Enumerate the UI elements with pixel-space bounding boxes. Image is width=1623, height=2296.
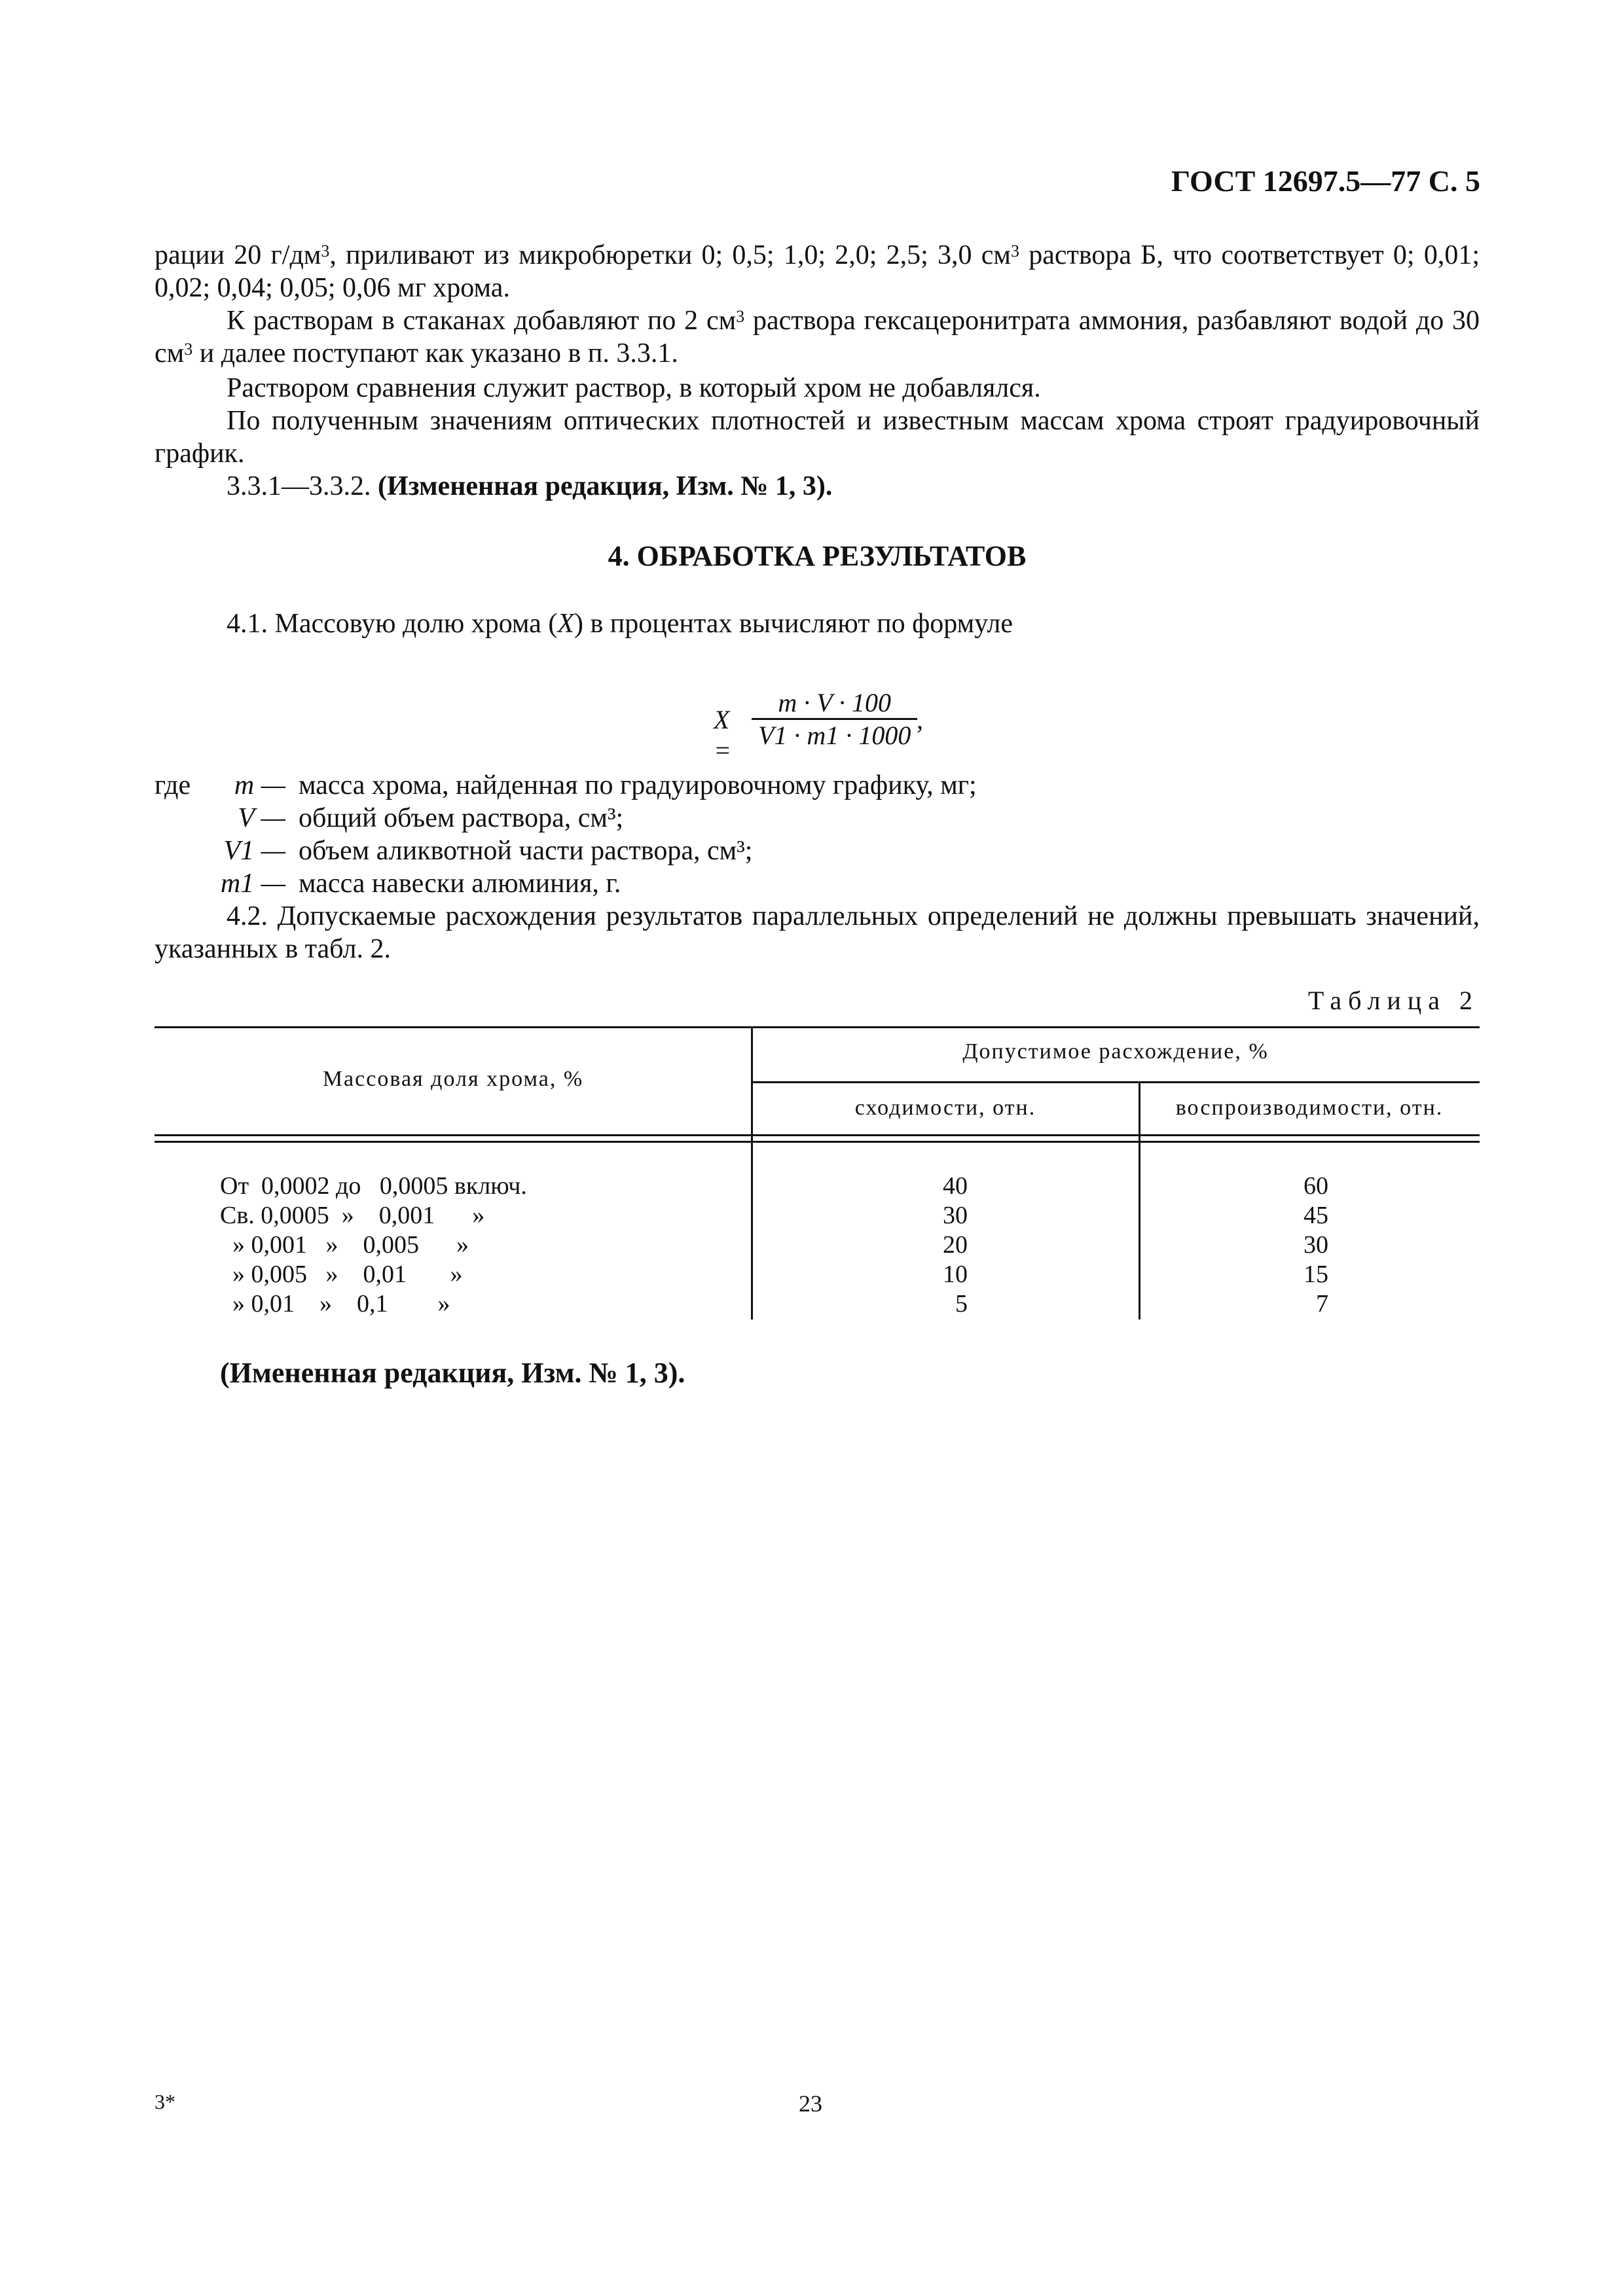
- group-rule: [752, 1081, 1480, 1083]
- header-rule-2: [155, 1141, 1480, 1143]
- table-row-range: Св. 0,0005 » 0,001 »: [220, 1202, 485, 1229]
- table-cell-convergence: 20: [943, 1231, 968, 1259]
- paragraph-4-1: 4.1. Массовую долю хрома (X) в процентах вычисляют по формуле: [227, 609, 1013, 639]
- table-top-rule: [155, 1026, 1480, 1028]
- formula-lhs: X =: [714, 705, 731, 765]
- paragraph-2: К растворам в стаканах добавляют по 2 $см^3$ раствора гексацеронитрата аммония, разбавляют водой до 30 $см^3$ и далее поступают как указано в п. 3.3.1.: [155, 306, 1480, 368]
- formula-fraction: [752, 687, 917, 751]
- col-header-mass-fraction: Массовая доля хрома, %: [322, 1067, 584, 1091]
- table-cell-convergence: 10: [943, 1261, 968, 1288]
- paragraph-1: рации 20 $г/дм^3$, приливают из микробюретки 0; 0,5; 1,0; 2,0; 2,5; 3,0 $см^3$ раствора Б, что соответствует 0; 0,01; 0,02; 0,04; 0,05; 0,06 мг хрома.: [155, 240, 1480, 303]
- page-header: ГОСТ 12697.5—77 С. 5: [1171, 164, 1480, 198]
- col-header-reproducibility: воспроизводимости, отн.: [1175, 1096, 1444, 1120]
- sheet-mark: 3*: [155, 2090, 175, 2113]
- amendment-note-2: (Имененная редакция, Изм. № 1, 3).: [220, 1357, 685, 1389]
- table-2: [155, 1026, 1480, 1327]
- table-row-range: От 0,0002 до 0,0005 включ.: [220, 1172, 527, 1200]
- table-cell-convergence: 40: [943, 1172, 968, 1200]
- paragraph-4: По полученным значениям оптических плотностей и известным массам хрома строят градуировочный график.: [155, 406, 1480, 469]
- col-header-group: Допустимое расхождение, %: [962, 1039, 1269, 1064]
- table-cell-reproducibility: 60: [1304, 1172, 1328, 1200]
- table-caption: Таблица 2: [1307, 986, 1479, 1015]
- formula-comma: ,: [917, 705, 923, 734]
- table-cell-reproducibility: 30: [1304, 1231, 1328, 1259]
- table-cell-reproducibility: 45: [1304, 1202, 1328, 1229]
- table-cell-reproducibility: 15: [1304, 1261, 1328, 1288]
- document-page: ГОСТ 12697.5—77 С. 5 рации 20 $г/дм^3$, приливают из микробюретки 0; 0,5; 1,0; 2,0; 2,5; 3,0 $см^3$ раствора Б, что соответствует 0; 0,01; 0,02; 0,04; 0,05; 0,06 мг хрома. К растворам в стаканах добавляют по 2 $см^3$ раствора гексацеронитрата аммония, разбавляют водой до 30 $см^3$ и далее поступают как указано в п. 3.3.1. Раствором сравнения служит раствор, в который хром не добавлялся. По полученным значениям оптических плотностей и известным массам хрома строят градуировочный график. 3.3.1—3.3.2. (Измененная редакция, Изм. № 1, 3). 4. ОБРАБОТКА РЕЗУЛЬТАТОВ 4.1. Массовую долю хрома (X) в процентах вычисляют по формуле X = $\frac{m \cdot V \cdot 100}{V1 \cdot m1 \cdot 1000}$ , где m — масса хрома, найденная по градуировочному графику, мг; V — общий объем раствора, см³; V1 — объем аликвотной части раствора, см³; m1 — масса навески алюминия, г. 4.2. Допускаемые расхождения результатов параллельных определений не должны превышать значений, указанных в табл. 2. Таблица 2 Массовая доля хрома, % Допустимое расхождение, % сходимости, отн. воспроизводимости, отн. От 0,0002 до 0,0005 включ. 40 60 Св. 0,0005 » 0,001 » 30 45 » 0,001 » 0,005 » 20 30 » 0,005 » 0,01 » 10 15 » 0,01 » 0,1 » 5 7 (Имененная редакция, Изм. № 1, 3). 3* 23: [155, 164, 1480, 2117]
- section-title: 4. ОБРАБОТКА РЕЗУЛЬТАТОВ: [608, 540, 1027, 572]
- col-header-convergence: сходимости, отн.: [854, 1096, 1036, 1120]
- paragraph-3: Раствором сравнения служит раствор, в который хром не добавлялся.: [227, 373, 1041, 403]
- header-rule-1: [155, 1134, 1480, 1136]
- formula-numerator: m · V · 100: [752, 687, 917, 720]
- paragraph-4-2: 4.2. Допускаемые расхождения результатов параллельных определений не должны превышать значений, указанных в табл. 2.: [155, 901, 1480, 964]
- table-row-range: » 0,005 » 0,01 »: [220, 1261, 463, 1288]
- table-cell-reproducibility: 7: [1316, 1290, 1328, 1318]
- table-cell-convergence: 5: [955, 1290, 968, 1318]
- page-number: 23: [799, 2090, 822, 2117]
- amendment-note-1: 3.3.1—3.3.2. (Измененная редакция, Изм. № 1, 3).: [227, 471, 833, 501]
- table-cell-convergence: 30: [943, 1202, 968, 1229]
- table-row-range: » 0,001 » 0,005 »: [220, 1231, 469, 1259]
- table-row-range: » 0,01 » 0,1 »: [220, 1290, 450, 1318]
- formula-denominator: V1 · m1 · 1000: [758, 721, 911, 750]
